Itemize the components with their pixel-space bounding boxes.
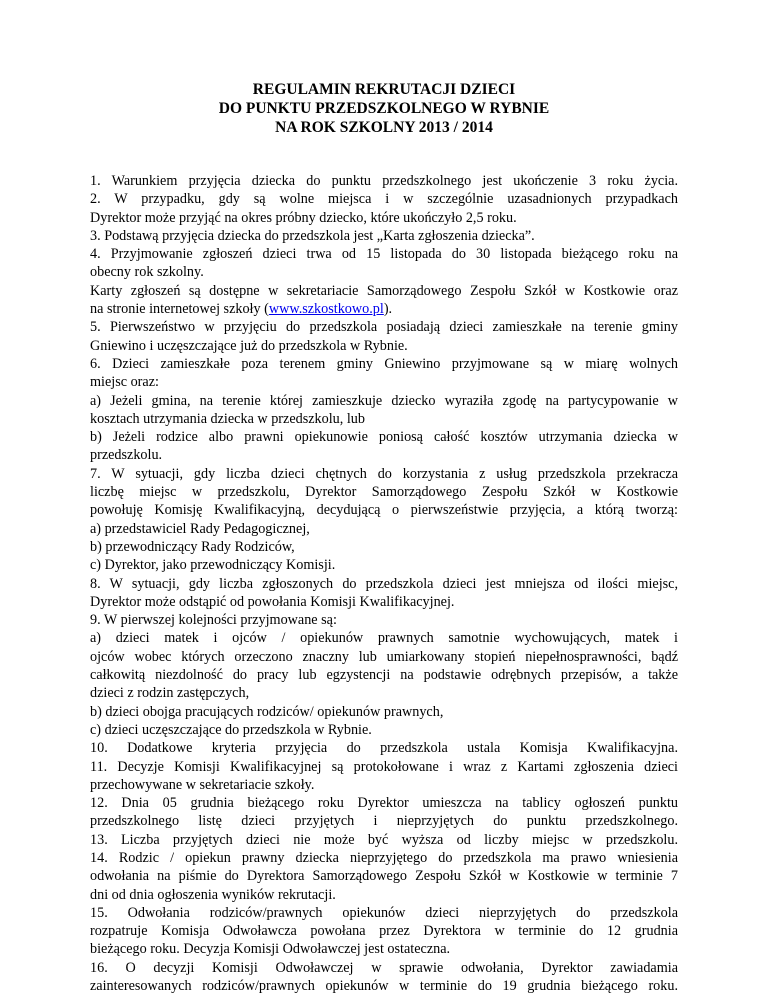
text-line — [90, 739, 678, 757]
text-line-content: całkowitą niezdolność do pracy lub egzystencji na podstawie odrębnych przepisów, a także — [90, 667, 678, 684]
text-line-content: 10. Dodatkowe kryteria przyjęcia do przedszkola ustala Komisja Kwalifikacyjna. — [90, 740, 678, 757]
title-line-2: DO PUNKTU PRZEDSZKOLNEGO W RYBNIE — [218, 100, 550, 117]
text-line — [90, 172, 678, 190]
text-line — [90, 721, 678, 739]
text-line-content: 16. O decyzji Komisji Odwoławczej w sprawie odwołania, Dyrektor zawiadamia — [90, 959, 678, 976]
text-line — [90, 849, 678, 867]
text-line — [90, 410, 678, 428]
text-line-content: Dyrektor może odstąpić od powołania Komisji Kwalifikacyjnej. — [90, 593, 455, 610]
text-line — [90, 629, 678, 647]
text-line — [90, 465, 678, 483]
text-line-content: c) dzieci uczęszczające do przedszkola w Rybnie. — [90, 721, 372, 738]
text-line — [90, 977, 678, 995]
text-line-content: 14. Rodzic / opiekun prawny dziecka nieprzyjętego do przedszkola ma prawo wniesienia — [90, 849, 678, 866]
text-line-content: 6. Dzieci zamieszkałe poza terenem gminy Gniewino przyjmowane są w miarę wolnych — [90, 355, 678, 372]
text-line — [90, 556, 678, 574]
text-line — [90, 501, 678, 519]
text-line — [90, 959, 678, 977]
document-title — [0, 80, 768, 137]
text-line — [90, 245, 678, 263]
text-line-content: miejsc oraz: — [90, 374, 159, 391]
text-line — [90, 190, 678, 208]
text-line — [90, 904, 678, 922]
text-line — [90, 428, 678, 446]
text-line-content: 5. Pierwszeństwo w przyjęciu do przedszkola posiadają dzieci zamieszkałe na terenie gminy — [90, 319, 678, 336]
text-line-content: przechowywane w sekretariacie szkoły. — [90, 776, 315, 793]
text-line — [90, 392, 678, 410]
school-website-link[interactable]: www.szkostkowo.pl — [268, 301, 384, 318]
text-line — [90, 666, 678, 684]
text-line — [90, 922, 678, 940]
text-line — [90, 593, 678, 611]
title-line-3: NA ROK SZKOLNY 2013 / 2014 — [275, 119, 493, 136]
text-line-content: 2. W przypadku, gdy są wolne miejsca i w szczególnie uzasadnionych przypadkach — [90, 191, 678, 208]
text-line — [90, 263, 678, 281]
text-line — [90, 282, 678, 300]
text-line-content: przedszkolnego listę dzieci przyjętych i nieprzyjętych do punktu przedszkolnego. — [90, 813, 678, 830]
text-line-content: 7. W sytuacji, gdy liczba dzieci chętnych do korzystania z usług przedszkola przekracza — [90, 465, 678, 482]
text-line — [90, 831, 678, 849]
text-line-content: c) Dyrektor, jako przewodniczący Komisji. — [90, 557, 336, 574]
text-line — [90, 611, 678, 629]
text-line-content: a) dzieci matek i ojców / opiekunów prawnych samotnie wychowujących, matek i — [90, 630, 678, 647]
text-line-content: 3. Podstawą przyjęcia dziecka do przedszkola jest „Karta zgłoszenia dziecka”. — [90, 227, 535, 244]
text-line — [90, 373, 678, 391]
text-line-content: a) przedstawiciel Rady Pedagogicznej, — [90, 520, 310, 537]
text-line — [90, 318, 678, 336]
text-line — [90, 337, 678, 355]
text-line — [90, 300, 678, 318]
text-line-content: b) Jeżeli rodzice albo prawni opiekunowie poniosą całość kosztów utrzymania dziecka w — [90, 429, 678, 446]
text-line — [90, 703, 678, 721]
text-line-content: liczbę miejsc w przedszkolu, Dyrektor Samorządowego Zespołu Szkół w Kostkowie — [90, 484, 678, 501]
text-line-content: 12. Dnia 05 grudnia bieżącego roku Dyrektor umieszcza na tablicy ogłoszeń punktu — [90, 795, 678, 812]
text-line-content: 11. Decyzje Komisji Kwalifikacyjnej są protokołowane i wraz z Kartami zgłoszenia dzieci — [90, 758, 678, 775]
text-line — [90, 483, 678, 501]
text-line-content: Gniewino i uczęszczające już do przedszkola w Rybnie. — [90, 337, 408, 354]
text-line-content: 15. Odwołania rodziców/prawnych opiekunów dzieci nieprzyjętych do przedszkola — [90, 904, 678, 921]
text-line — [90, 446, 678, 464]
text-line — [90, 575, 678, 593]
text-line-content: odwołania na piśmie do Dyrektora Samorządowego Zespołu Szkół w Kostkowie w terminie 7 — [90, 868, 678, 885]
text-line — [90, 758, 678, 776]
text-line-content: 4. Przyjmowanie zgłoszeń dzieci trwa od 15 listopada do 30 listopada bieżącego roku na — [90, 246, 678, 263]
text-line — [90, 520, 678, 538]
text-line-content: zainteresowanych rodziców/prawnych opiekunów w terminie do 19 grudnia bieżącego roku. — [90, 978, 678, 995]
text-line — [90, 227, 678, 245]
text-line — [90, 648, 678, 666]
text-line — [90, 209, 678, 227]
text-line-content: 13. Liczba przyjętych dzieci nie może być wyższa od liczby miejsc w przedszkolu. — [90, 831, 678, 848]
text-line — [90, 538, 678, 556]
text-line-content: na stronie internetowej szkoły ( — [90, 301, 269, 318]
text-line-content: kosztach utrzymania dziecka w przedszkolu, lub — [90, 410, 365, 427]
text-line — [90, 812, 678, 830]
text-line-content: 8. W sytuacji, gdy liczba zgłoszonych do przedszkola dzieci jest mniejsza od ilości miejsc, — [90, 575, 678, 592]
text-line-content: Dyrektor może przyjąć na okres próbny dziecko, które ukończyło 2,5 roku. — [90, 209, 517, 226]
text-line-content: powołuję Komisję Kwalifikacyjną, decydującą o pierwszeństwie przyjęcia, a którą tworzą: — [90, 502, 678, 519]
text-line — [90, 794, 678, 812]
text-line — [90, 940, 678, 958]
text-line-suffix: ). — [383, 301, 393, 318]
text-line-content: dni od dnia ogłoszenia wyników rekrutacji. — [90, 886, 336, 903]
text-line — [90, 684, 678, 702]
text-line-content: a) Jeżeli gmina, na terenie której zamieszkuje dziecko wyraziła zgodę na partycypowanie w — [90, 392, 678, 409]
text-line-content: Karty zgłoszeń są dostępne w sekretariacie Samorządowego Zespołu Szkół w Kostkowie oraz — [90, 282, 678, 299]
document-body — [90, 172, 678, 995]
text-line-content: dzieci z rodzin zastępczych, — [90, 685, 250, 702]
text-line-content: ojców wobec których orzeczono znaczny lub umiarkowany stopień niepełnosprawności, bądź — [90, 648, 678, 665]
text-line — [90, 867, 678, 885]
text-line-content: b) dzieci obojga pracujących rodziców/ opiekunów prawnych, — [90, 703, 444, 720]
text-line-content: 1. Warunkiem przyjęcia dziecka do punktu przedszkolnego jest ukończenie 3 roku życia. — [90, 173, 678, 189]
text-line-content: przedszkolu. — [90, 447, 163, 464]
text-line-content: b) przewodniczący Rady Rodziców, — [90, 538, 295, 555]
text-line — [90, 886, 678, 904]
text-line-content: 9. W pierwszej kolejności przyjmowane są: — [90, 612, 337, 629]
text-line — [90, 355, 678, 373]
title-line-1: REGULAMIN REKRUTACJI DZIECI — [252, 81, 516, 98]
text-line-content: rozpatruje Komisja Odwoławcza powołana przez Dyrektora w terminie do 12 grudnia — [90, 923, 678, 940]
text-line-content: obecny rok szkolny. — [90, 264, 204, 281]
text-line-content: bieżącego roku. Decyzja Komisji Odwoławczej jest ostateczna. — [90, 941, 451, 958]
text-line — [90, 776, 678, 794]
